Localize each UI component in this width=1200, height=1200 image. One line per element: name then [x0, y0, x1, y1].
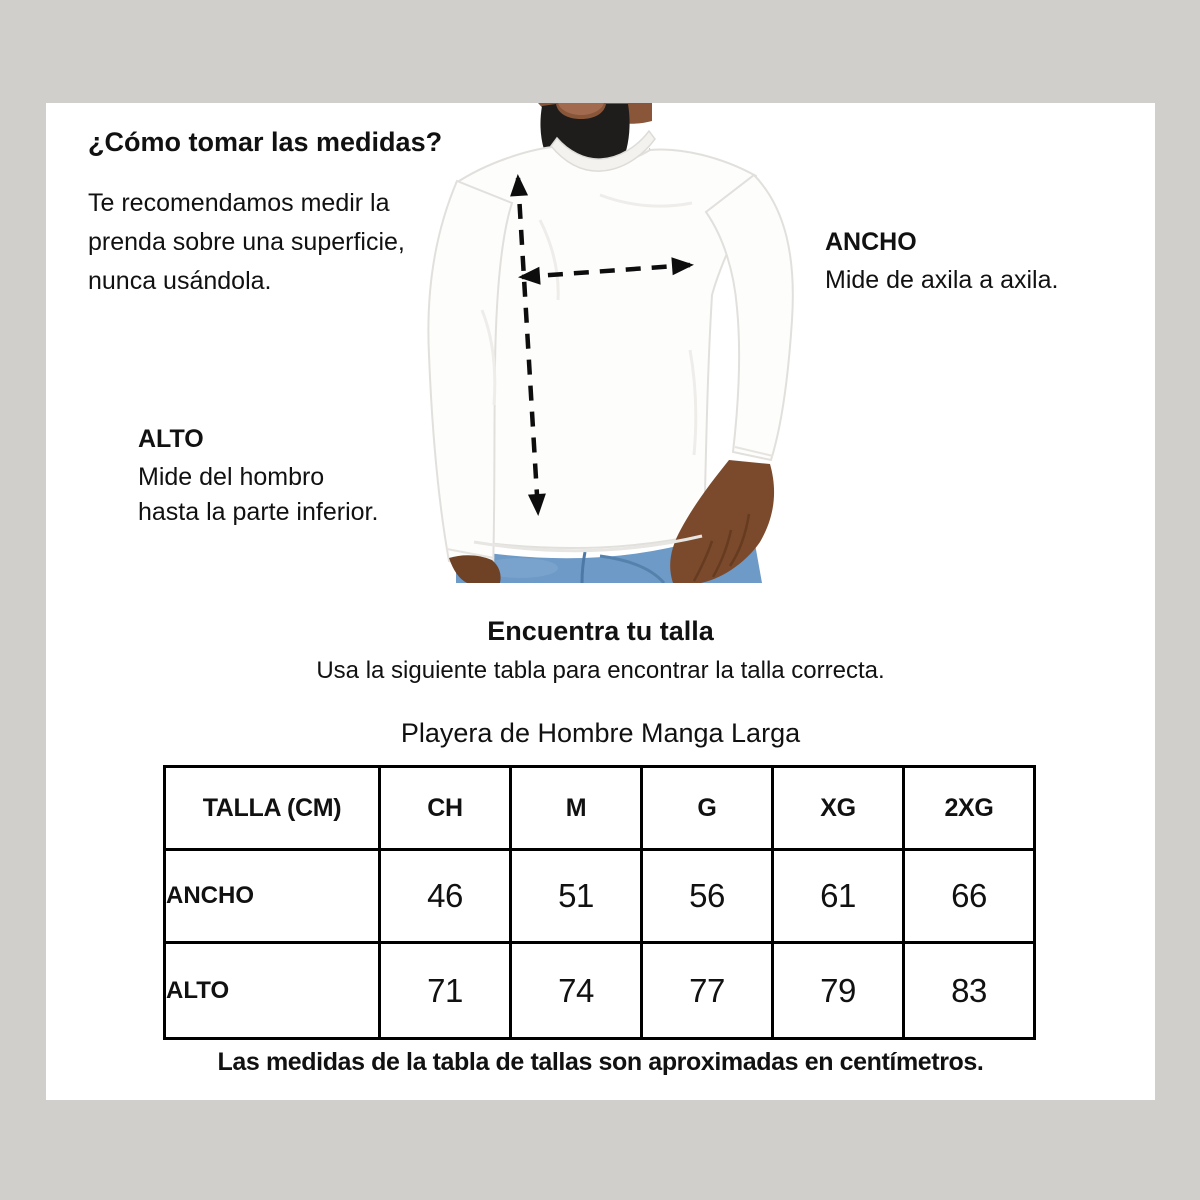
- alto-note-title: ALTO: [138, 425, 204, 453]
- size-value-cell: 71: [380, 943, 511, 1039]
- ancho-note: [825, 228, 1058, 298]
- how-to-measure-title: ¿Cómo tomar las medidas?: [88, 127, 443, 157]
- size-value-cell: 74: [511, 943, 642, 1039]
- size-value-cell: 83: [904, 943, 1035, 1039]
- size-col-header: 2XG: [904, 767, 1035, 850]
- size-col-header: XG: [773, 767, 904, 850]
- size-col-header: M: [511, 767, 642, 850]
- size-value-cell: 77: [642, 943, 773, 1039]
- how-to-measure-text: Te recomendamos medir la prenda sobre una superficie, nunca usándola.: [88, 189, 405, 295]
- size-value-cell: 56: [642, 850, 773, 943]
- measurements-footnote: Las medidas de la tabla de tallas son aproximadas en centímetros.: [217, 1048, 984, 1076]
- table-row: [165, 850, 1035, 943]
- alto-note-text: Mide del hombro: [138, 463, 325, 491]
- table-row: [165, 943, 1035, 1039]
- size-value-cell: 46: [380, 850, 511, 943]
- size-value-cell: 79: [773, 943, 904, 1039]
- size-value-cell: 66: [904, 850, 1035, 943]
- size-row-label: ANCHO: [165, 850, 380, 943]
- how-to-measure-block: [88, 127, 442, 301]
- size-col-header: CH: [380, 767, 511, 850]
- size-table: [163, 765, 1036, 1040]
- size-col-header: G: [642, 767, 773, 850]
- find-size-title: Encuentra tu talla: [487, 616, 714, 646]
- size-value-cell: 61: [773, 850, 904, 943]
- find-size-subtitle: Usa la siguiente tabla para encontrar la talla correcta.: [316, 657, 885, 684]
- size-row-label: ALTO: [165, 943, 380, 1039]
- size-table-title: Playera de Hombre Manga Larga: [400, 718, 801, 748]
- alto-note: [138, 425, 378, 530]
- size-value-cell: 51: [511, 850, 642, 943]
- ancho-note-title: ANCHO: [825, 228, 917, 256]
- ancho-note-text: Mide de axila a axila.: [825, 266, 1059, 294]
- right-sleeve: [706, 175, 793, 460]
- alto-note-text: hasta la parte inferior.: [138, 498, 379, 526]
- size-col-header: TALLA (CM): [165, 767, 380, 850]
